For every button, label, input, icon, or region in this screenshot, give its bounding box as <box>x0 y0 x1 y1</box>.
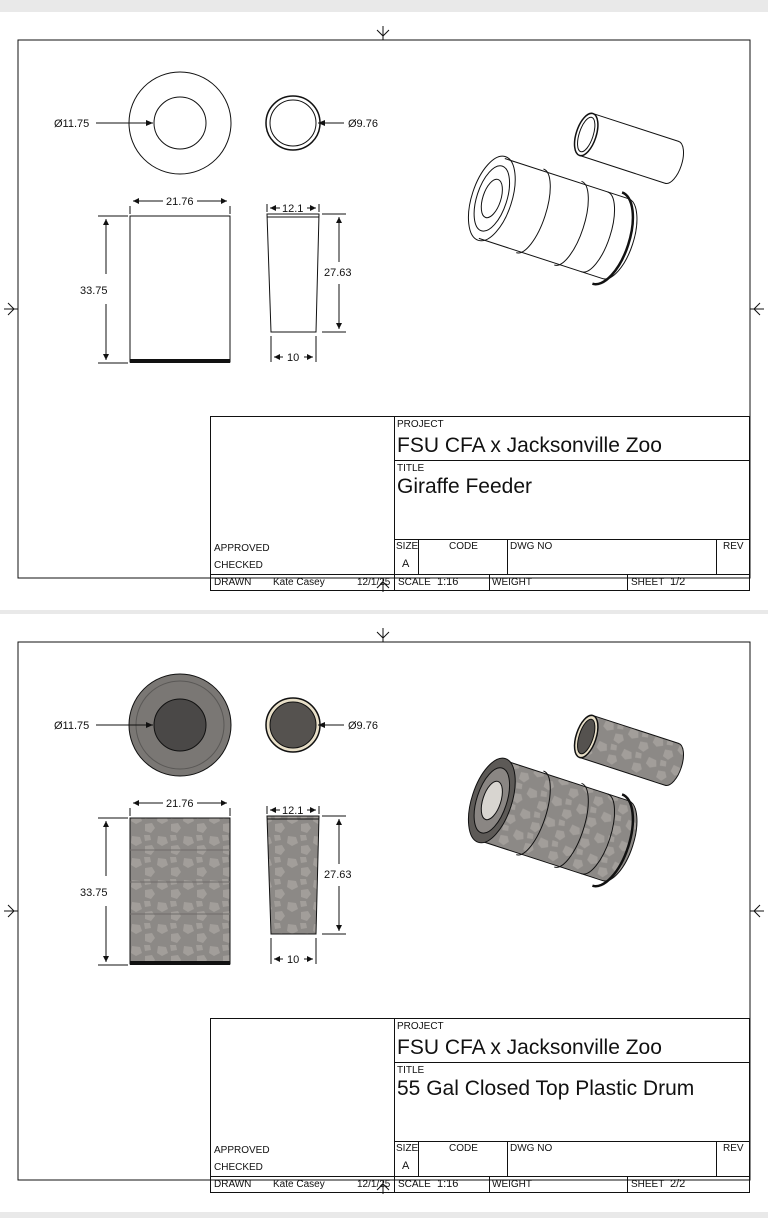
drawn-by: Kate Casey <box>273 1179 325 1190</box>
inner-dia-label: Ø9.76 <box>348 118 378 130</box>
checked-label: CHECKED <box>214 560 263 571</box>
dwg-no-label: DWG NO <box>510 1143 553 1154</box>
title-block <box>210 1018 750 1193</box>
title-block <box>210 416 750 591</box>
tube-height-label: 27.63 <box>324 869 352 881</box>
approved-label: APPROVED <box>214 543 270 554</box>
drum-base <box>130 359 230 363</box>
drum-front-view <box>130 818 230 964</box>
drum-width-label: 21.76 <box>166 196 194 208</box>
title-label: TITLE <box>397 463 425 474</box>
drawing-title: 55 Gal Closed Top Plastic Drum <box>397 1077 695 1100</box>
drum-opening <box>154 699 206 751</box>
tube-inner <box>270 100 316 146</box>
project-label: PROJECT <box>397 1021 444 1032</box>
drum-base <box>130 961 230 965</box>
isometric-view <box>457 688 688 901</box>
drum-height-label: 33.75 <box>80 285 108 297</box>
isometric-view <box>457 86 688 299</box>
sheet-value: 2/2 <box>670 1178 686 1190</box>
drum-opening <box>154 97 206 149</box>
drawn-label: DRAWN <box>214 577 252 588</box>
tube-front-view <box>267 214 319 332</box>
drawn-date: 12/1/25 <box>357 577 391 588</box>
title-label: TITLE <box>397 1065 425 1076</box>
center-mark-right <box>750 905 764 917</box>
tube-top-label: 12.1 <box>282 203 304 215</box>
drum-width-label: 21.76 <box>166 798 194 810</box>
weight-label: WEIGHT <box>492 577 532 588</box>
center-mark-right <box>750 303 764 315</box>
tube-bottom-label: 10 <box>287 352 300 364</box>
scale-value: 1:16 <box>437 576 459 588</box>
drum-height-label: 33.75 <box>80 887 108 899</box>
size-label: SIZE <box>396 1143 419 1154</box>
tube-bottom-label: 10 <box>287 954 300 966</box>
outer-dia-label: Ø11.75 <box>54 118 90 130</box>
project-name: FSU CFA x Jacksonville Zoo <box>397 434 662 457</box>
scale-value: 1:16 <box>437 1178 459 1190</box>
center-mark-top <box>377 26 389 40</box>
drum-front-view <box>130 216 230 362</box>
project-label: PROJECT <box>397 419 444 430</box>
tube-front-view <box>267 816 319 934</box>
rev-label: REV <box>723 541 744 552</box>
size-value: A <box>402 558 410 570</box>
tube-inner <box>270 702 316 748</box>
center-mark-left <box>4 905 18 917</box>
code-label: CODE <box>449 1143 478 1154</box>
tube-height-label: 27.63 <box>324 267 352 279</box>
drawing-sheet-2 <box>0 614 768 1212</box>
drawing-title: Giraffe Feeder <box>397 475 533 498</box>
center-mark-top <box>377 628 389 642</box>
sheet-label: SHEET <box>631 1179 665 1190</box>
center-mark-left <box>4 303 18 315</box>
sheet-value: 1/2 <box>670 576 686 588</box>
dwg-no-label: DWG NO <box>510 541 553 552</box>
outer-dia-label: Ø11.75 <box>54 720 90 732</box>
drawn-label: DRAWN <box>214 1179 252 1190</box>
size-value: A <box>402 1160 410 1172</box>
tube-top-label: 12.1 <box>282 805 304 817</box>
project-name: FSU CFA x Jacksonville Zoo <box>397 1036 662 1059</box>
approved-label: APPROVED <box>214 1145 270 1156</box>
drawing-sheet-1 <box>0 12 768 610</box>
size-label: SIZE <box>396 541 419 552</box>
rev-label: REV <box>723 1143 744 1154</box>
drawn-by: Kate Casey <box>273 577 325 588</box>
scale-label: SCALE <box>398 577 431 588</box>
weight-label: WEIGHT <box>492 1179 532 1190</box>
code-label: CODE <box>449 541 478 552</box>
scale-label: SCALE <box>398 1179 431 1190</box>
checked-label: CHECKED <box>214 1162 263 1173</box>
sheet-label: SHEET <box>631 577 665 588</box>
tube-top-view <box>266 96 320 150</box>
drawn-date: 12/1/25 <box>357 1179 391 1190</box>
inner-dia-label: Ø9.76 <box>348 720 378 732</box>
